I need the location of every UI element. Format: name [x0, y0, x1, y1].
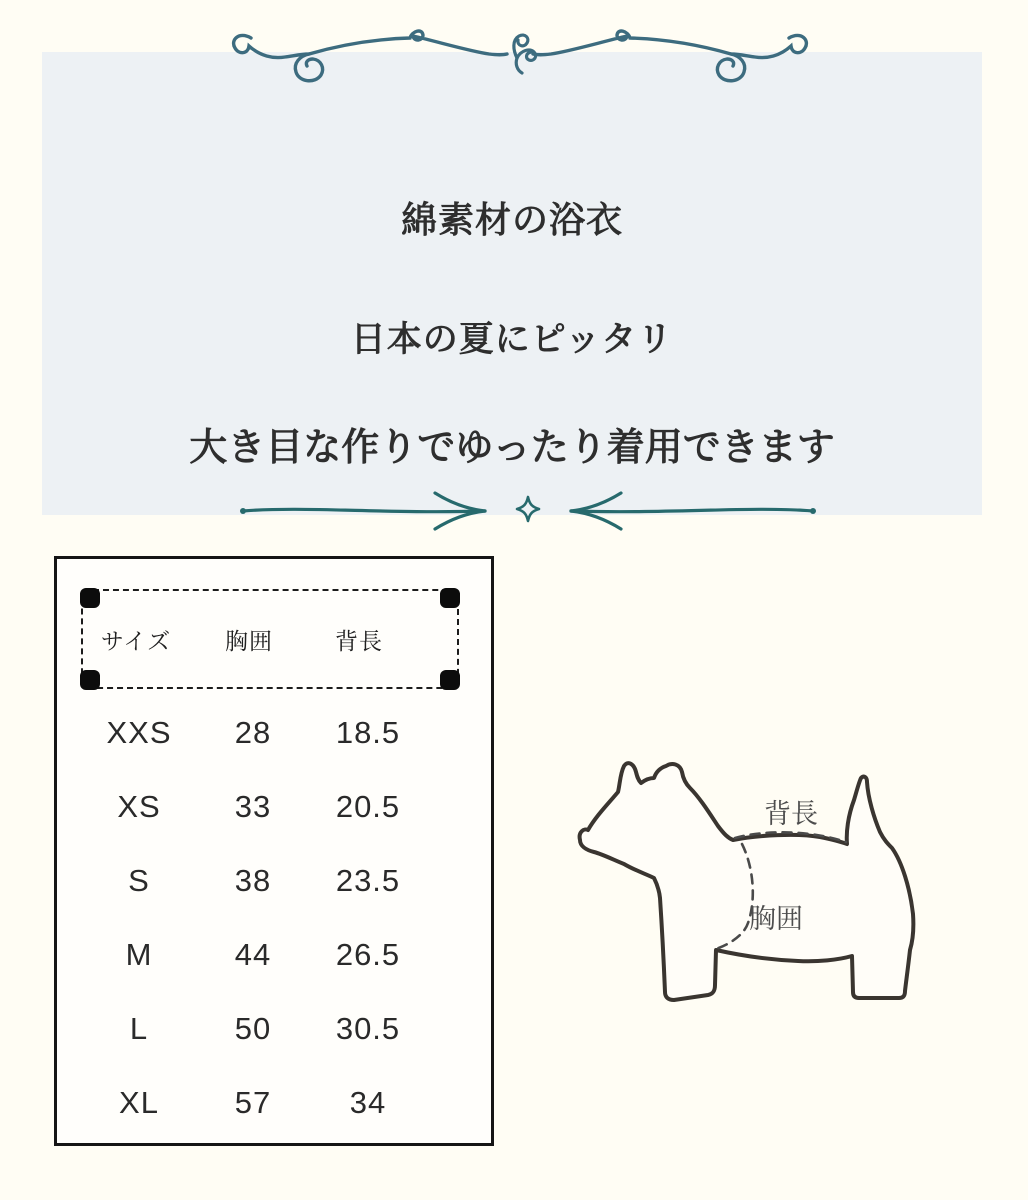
banner-title: 綿素材の浴衣: [400, 199, 623, 240]
header-chest: 胸囲: [225, 627, 273, 654]
table-header-box: [81, 589, 459, 689]
cell-back: 23.5: [335, 863, 401, 898]
chest-girth-label: 胸囲: [749, 904, 803, 934]
size-chart-table: [54, 556, 494, 1146]
cell-chest: 33: [234, 789, 272, 824]
cell-size: M: [125, 937, 153, 972]
cell-back: 26.5: [335, 937, 401, 972]
corner-square: [80, 588, 100, 608]
table-row: [57, 770, 491, 844]
cell-chest: 28: [234, 715, 272, 750]
cell-chest: 57: [234, 1085, 272, 1120]
dog-measurement-diagram: [558, 728, 982, 1072]
cell-back: 30.5: [335, 1011, 401, 1046]
cell-chest: 38: [234, 863, 272, 898]
corner-square: [440, 670, 460, 690]
table-row: [57, 1066, 491, 1140]
cell-chest: 50: [234, 1011, 272, 1046]
table-row: [57, 696, 491, 770]
cell-size: L: [129, 1011, 149, 1046]
cell-size: S: [128, 863, 150, 898]
arrow-diamond-divider-icon: [235, 490, 835, 535]
banner: [42, 52, 982, 515]
back-length-label: 背長: [764, 799, 818, 829]
corner-square: [80, 670, 100, 690]
header-back: 背長: [335, 627, 383, 654]
cell-size: XL: [119, 1085, 159, 1120]
cell-back: 20.5: [335, 789, 401, 824]
header-size: サイズ: [100, 627, 172, 654]
diamond-sparkle: [517, 497, 539, 521]
table-body: [57, 696, 491, 1140]
cell-back: 34: [349, 1085, 387, 1120]
banner-tagline: 大き目な作りでゆったり着用できます: [189, 427, 835, 469]
swirl-flourish-icon: [225, 28, 815, 92]
corner-square: [440, 588, 460, 608]
dog-outline: [580, 763, 914, 1000]
cell-back: 18.5: [335, 715, 401, 750]
cell-size: XXS: [106, 715, 172, 750]
table-header-row: [83, 591, 457, 687]
table-row: [57, 844, 491, 918]
table-row: [57, 992, 491, 1066]
cell-size: XS: [117, 789, 161, 824]
cell-chest: 44: [234, 937, 272, 972]
table-row: [57, 918, 491, 992]
banner-subtitle: 日本の夏にピッタリ: [350, 320, 674, 359]
